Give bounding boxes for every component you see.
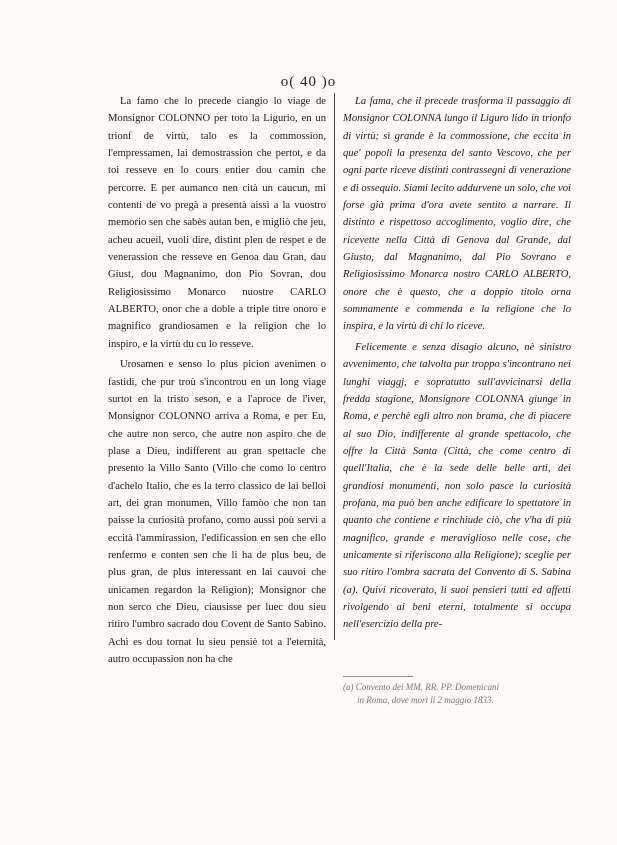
column-divider <box>334 93 335 640</box>
footnote-line-1: (a) Convento dei MM. RR. PP. Domenicani <box>343 682 500 692</box>
footnote <box>343 681 583 707</box>
footnote-line-2: in Roma, dove morì li 2 maggio 1833. <box>357 695 494 705</box>
right-paragraph-2: Felicemente e senza disagio alcuno, nè sinistro avvenimento, che talvolta pur troppo s'incontrano nei lunghi viaggj, e sopratutto sull'avvicinarsi della fredda stagione, Monsignore COLONNA giunge in Roma, e perchè egli altro non brama, che di piacere al suo Dio, indifferente al grande spettacolo, che offre la Città Santa (Città, che come centro di quell'Italia, che è la sede delle belle arti, dei grandiosi monumenti, non solo pasce la curiosità profana, ma può ben anche edificare lo spettatore in quanto che contiene e rinchiude ciò, che v'ha di più magnifico, grande e meraviglioso nelle cose, che unicamente si riferiscono alla Religione); sceglie per suo ritiro l'ombra sacrata del Convento di S. Sabina (a). Quivi ricoverato, li suoi pensieri tutti ed affetti rivolgendo ai beni eterni, totalmente si occupa nell'esercizio della pre- <box>343 341 571 631</box>
left-paragraph-2: Urosamen e senso lo plus picion avenimen o fastidi, che pur troù s'incontrou en un long viage surtot en la tristo seson, e a l'aproce de l'iver, Monsignor COLONNO arriva a Roma, e per Eu, che autre non serco, che autre non aspiro che de plase a Dieu, indifferent au gran spettacle che presento la Villo Santo (Villo che como lo centro d'achelo Italio, che es la terro classico de lai belloi art, dei gran monumen, Villo famòo che non tan paisse la curiosità profano, como aussi poù servi a eccità l'ammirassion, l'edificassion en sen che ello renfermo e conten sen che li ha de plus beu, de plus gran, de plus interessant en lai cauvoi che unicamen regardon la Religion); Monsignor che non serco che Dieu, ciausisse per luec dou sieu ritiro l'umbro sacrado dou Covent de Santo Sabino. Achì es dou tornat lu sieu pensiè tot a l'eternità, autro occupassion non ha che <box>108 359 326 665</box>
left-paragraph-1: La famo che lo precede ciangio lo viage de Monsignor COLONNO per toto la Ligurio, en un trionf de virtù, talo es la commossion, l'empressamen, lai demostrassion che pertot, e da toi resseve en lo cours entier dou camin che percorre. E per aumanco nen cità un caucun, mi contenti de vo pregà a presentà aissì a la vuostro memorio sen che sabès autan ben, e migliò che jeu, acheu acueil, vuoli dire, distint plen de respet e de venerassion che resseve en Genoa dau Gran, dau Giust, dou Magnanimo, don Pio Sovran, dou Religiosissimo Monarco nuostre CARLO ALBERTO, onor che a doble a triple titre onoro e magnifico grandiosamen e la religion che lo inspiro, e la virtù du cu lo resseve. <box>108 96 326 350</box>
page-number: o( 40 )o <box>280 74 337 90</box>
right-paragraph-1: La fama, che il precede trasforma il passaggio di Monsignor COLONNA lungo il Liguro lido in trionfo di virtù; sì grande è la commossione, che eccita in que' popoli la presenza del santo Vescovo, che per ogni parte riceve distinti contrassegni di venerazione e di ossequio. Siami lecito addurvene un solo, che voi forse già prima d'ora avete sentito a narrare. Il distinto e rispettoso accoglimento, voglio dire, che ricevette nella Città di Genova dal Grande, dal Giusto, dal Magnanimo, dal Pio Sovrano e Religiosissimo Monarca nostro CARLO ALBERTO, onore che è questo, che a doppio titolo orna sommamente e commenda e la religione che lo inspira, e la virtù di chi lo riceve. <box>343 96 571 333</box>
left-column-provencal <box>108 93 326 668</box>
footnote-rule <box>343 676 413 677</box>
right-column-italian <box>343 93 571 634</box>
